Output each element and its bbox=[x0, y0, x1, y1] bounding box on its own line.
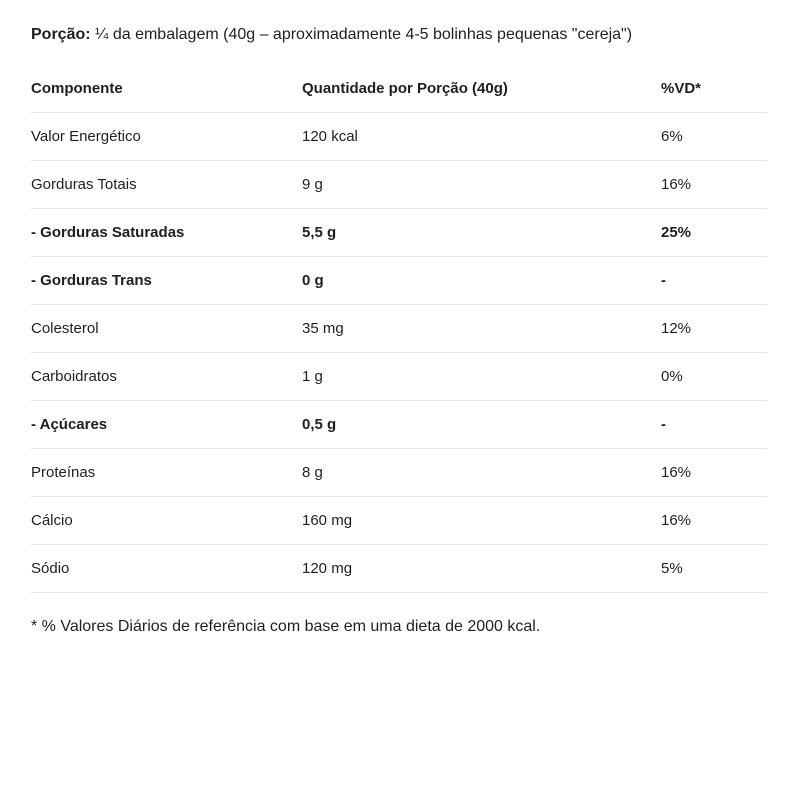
table-header-row bbox=[31, 65, 767, 113]
footnote: * % Valores Diários de referência com base em uma dieta de 2000 kcal. bbox=[31, 618, 541, 635]
row-component: - Açúcares bbox=[31, 416, 108, 433]
row-component: Carboidratos bbox=[31, 368, 117, 385]
row-daily-value: 16% bbox=[661, 464, 692, 481]
table-row bbox=[31, 401, 767, 449]
row-daily-value: 25% bbox=[661, 224, 692, 241]
portion-label: Porção: bbox=[31, 26, 91, 43]
row-daily-value: - bbox=[661, 272, 666, 289]
row-amount: 9 g bbox=[302, 176, 323, 193]
portion-text: ¼ da embalagem (40g – aproximadamente 4-5 bolinhas pequenas "cereja") bbox=[95, 26, 633, 43]
row-daily-value: 12% bbox=[661, 320, 692, 337]
table-row bbox=[31, 257, 767, 305]
table-row bbox=[31, 305, 767, 353]
table-row bbox=[31, 353, 767, 401]
table-row bbox=[31, 113, 767, 161]
table-row bbox=[31, 161, 767, 209]
row-daily-value: - bbox=[661, 416, 666, 433]
header-component: Componente bbox=[31, 80, 123, 97]
row-amount: 5,5 g bbox=[302, 224, 337, 241]
table-body bbox=[31, 113, 767, 593]
row-daily-value: 0% bbox=[661, 368, 683, 385]
row-daily-value: 6% bbox=[661, 128, 683, 145]
row-component: Proteínas bbox=[31, 464, 96, 481]
row-component: Valor Energético bbox=[31, 128, 141, 145]
row-amount: 120 kcal bbox=[302, 128, 358, 145]
row-daily-value: 5% bbox=[661, 560, 683, 577]
row-component: Cálcio bbox=[31, 512, 73, 529]
row-component: Gorduras Totais bbox=[31, 176, 137, 193]
row-amount: 35 mg bbox=[302, 320, 344, 337]
table-row bbox=[31, 209, 767, 257]
row-amount: 0,5 g bbox=[302, 416, 337, 433]
row-daily-value: 16% bbox=[661, 512, 692, 529]
row-component: - Gorduras Trans bbox=[31, 272, 152, 289]
header-amount: Quantidade por Porção (40g) bbox=[302, 80, 508, 97]
row-amount: 8 g bbox=[302, 464, 323, 481]
row-component: Colesterol bbox=[31, 320, 99, 337]
row-amount: 1 g bbox=[302, 368, 323, 385]
row-daily-value: 16% bbox=[661, 176, 692, 193]
table-row bbox=[31, 449, 767, 497]
row-component: Sódio bbox=[31, 560, 70, 577]
nutrition-table bbox=[31, 65, 767, 593]
row-amount: 0 g bbox=[302, 272, 324, 289]
row-component: - Gorduras Saturadas bbox=[31, 224, 185, 241]
header-daily-value: %VD* bbox=[661, 80, 702, 97]
table-row bbox=[31, 497, 767, 545]
row-amount: 120 mg bbox=[302, 560, 353, 577]
portion-line bbox=[31, 25, 632, 45]
table-row bbox=[31, 545, 767, 593]
row-amount: 160 mg bbox=[302, 512, 353, 529]
